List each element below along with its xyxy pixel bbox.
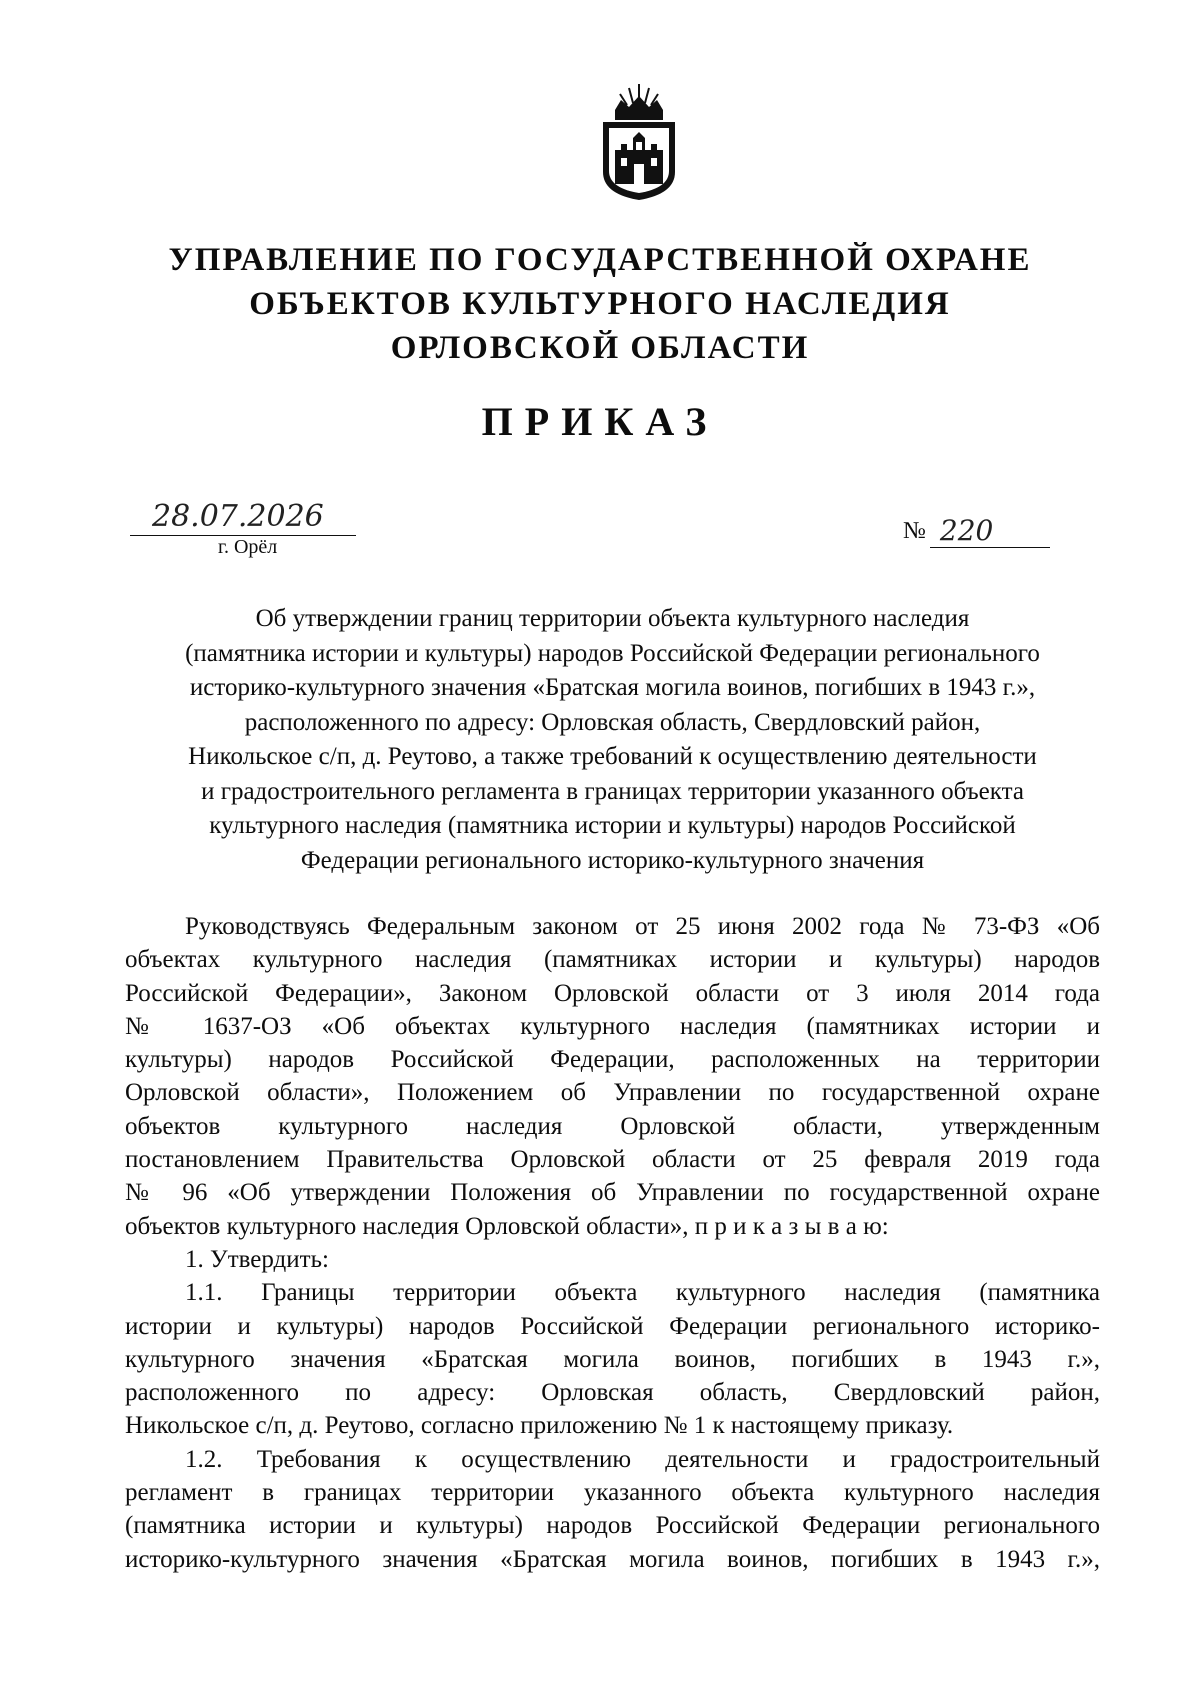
document-number: 220	[930, 515, 1050, 548]
subject-line: (памятника истории и культуры) народов Российской Федерации регионального	[185, 639, 1040, 667]
date-block	[130, 500, 360, 558]
item-1-2-paragraph	[125, 1443, 1100, 1576]
body-line: расположенного по адресу: Орловская область, Свердловский район,	[125, 1379, 1100, 1407]
body-line: регламент в границах территории указанного объекта культурного наследия	[125, 1479, 1100, 1507]
body-line: Орловской области», Положением об Управлении по государственной охране	[125, 1079, 1100, 1107]
body-line: Никольское с/п, д. Реутово, согласно приложению № 1 к настоящему приказу.	[125, 1412, 954, 1440]
subject-line: Никольское с/п, д. Реутово, а также требований к осуществлению деятельности	[188, 743, 1037, 770]
body-line: постановлением Правительства Орловской области от 25 февраля 2019 года	[125, 1146, 1100, 1174]
orel-oblast-coat-of-arms-icon	[593, 80, 685, 204]
body-line: № 1637-ОЗ «Об объектах культурного наследия (памятниках истории и	[125, 1012, 1100, 1040]
body-line: культуры) народов Российской Федерации, расположенных на территории	[125, 1046, 1100, 1074]
item-1-1-paragraph	[125, 1276, 1100, 1442]
preamble-paragraph	[125, 910, 1100, 1243]
agency-name	[150, 238, 1050, 370]
subject-line: расположенного по адресу: Орловская область, Свердловский район,	[244, 708, 981, 736]
agency-name-line: ОБЪЕКТОВ КУЛЬТУРНОГО НАСЛЕДИЯ	[249, 286, 951, 322]
body-line: 1.2. Требования к осуществлению деятельности и градостроительный	[185, 1445, 1100, 1473]
document-date: 28.07.2026	[130, 500, 356, 536]
subject-line: Федерации регионального историко-культурного значения	[300, 846, 925, 874]
item-1: 1. Утвердить:	[185, 1245, 329, 1273]
body-line: Российской Федерации», Законом Орловской области от 3 июля 2014 года	[125, 979, 1100, 1007]
body-line: культурного значения «Братская могила воинов, погибших в 1943 г.»,	[125, 1345, 1100, 1373]
order-subject	[125, 602, 1100, 878]
agency-name-line: УПРАВЛЕНИЕ ПО ГОСУДАРСТВЕННОЙ ОХРАНЕ	[168, 242, 1032, 278]
body-line: объектах культурного наследия (памятниках истории и культуры) народов	[125, 946, 1100, 974]
subject-line: и градостроительного регламента в границах территории указанного объекта	[201, 777, 1024, 805]
document-city: г. Орёл	[218, 536, 278, 558]
document-type-title: ПРИКАЗ	[481, 399, 719, 444]
number-sign: №	[903, 518, 926, 544]
body-line: № 96 «Об утверждении Положения об Управлении по государственной охране	[125, 1179, 1100, 1207]
body-line: (памятника истории и культуры) народов Российской Федерации регионального	[125, 1512, 1100, 1540]
subject-line: Об утверждении границ территории объекта культурного наследия	[255, 605, 970, 632]
agency-name-line: ОРЛОВСКОЙ ОБЛАСТИ	[390, 330, 810, 366]
body-line: историко-культурного значения «Братская могила воинов, погибших в 1943 г.»,	[125, 1545, 1100, 1573]
body-line: 1.1. Границы территории объекта культурного наследия (памятника	[185, 1279, 1100, 1307]
body-line: объектов культурного наследия Орловской области», п р и к а з ы в а ю:	[125, 1212, 889, 1240]
body-line: объектов культурного наследия Орловской области, утвержденным	[125, 1112, 1100, 1140]
body-line: Руководствуясь Федеральным законом от 25 июня 2002 года № 73-ФЗ «Об	[185, 913, 1100, 940]
order-body	[125, 910, 1100, 1576]
subject-line: историко-культурного значения «Братская могила воинов, погибших в 1943 г.»,	[189, 674, 1036, 701]
number-block	[903, 514, 1083, 554]
subject-line: культурного наследия (памятника истории и культуры) народов Российской	[209, 812, 1016, 839]
body-line: истории и культуры) народов Российской Федерации регионального историко-	[125, 1312, 1100, 1340]
